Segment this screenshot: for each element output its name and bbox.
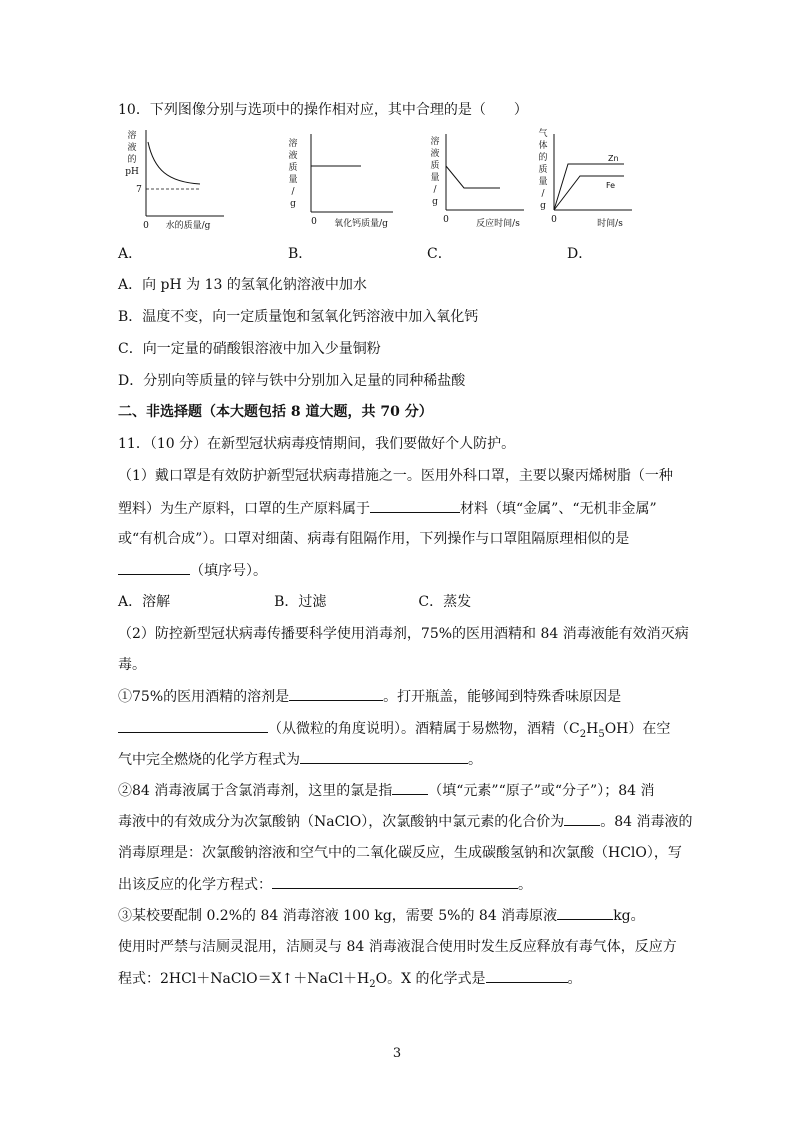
graph-b-ylabel: 质 — [288, 163, 298, 173]
graph-d-ylabel: 体 — [538, 141, 548, 151]
graph-a-origin: 0 — [143, 221, 149, 230]
q10-stem: 10．下列图像分别与选项中的操作相对应，其中合理的是（ ） — [118, 102, 528, 118]
text-segment: 。 — [468, 752, 482, 768]
q10-option-b: B．温度不变，向一定质量饱和氢氧化钙溶液中加入氧化钙 — [118, 309, 479, 325]
text-segment: （从微粒的角度说明）。酒精属于易燃物，酒精（C — [268, 721, 580, 737]
subscript: 5 — [598, 728, 605, 740]
q10-option-d: D．分别向等质量的锌与铁中分别加入足量的同种稀盐酸 — [118, 373, 466, 389]
graph-c — [424, 126, 532, 230]
graph-a-ylabel: pH — [125, 167, 139, 177]
graph-c-ylabel: 量 — [430, 173, 440, 183]
graph-d — [534, 126, 638, 230]
graph-c-ylabel: / — [433, 185, 437, 195]
text-segment: ②84 消毒液属于含氯消毒剂，这里的氯是指 — [118, 783, 393, 799]
answer-blank[interactable] — [557, 905, 613, 920]
text-segment: O。X 的化学式是 — [375, 971, 486, 987]
q11-p1-options — [118, 592, 471, 612]
q10-option-a: A．向 pH 为 13 的氢氧化钠溶液中加水 — [118, 277, 367, 293]
graph-b-xlabel: 氧化钙质量/g — [334, 219, 388, 229]
graph-b — [281, 126, 399, 230]
graph-b-ylabel: 液 — [288, 151, 298, 161]
graph-d-zn-label: Zn — [608, 154, 619, 163]
graph-d-ylabel: 的 — [538, 153, 548, 163]
graph-b-ylabel: g — [290, 199, 296, 209]
graph-a-ylabel: 的 — [127, 155, 137, 165]
graph-a-ylabel: 液 — [127, 143, 137, 153]
text-segment: 出该反应的化学方程式： — [118, 877, 272, 893]
graph-c-ylabel: 溶 — [430, 137, 440, 147]
text-segment: 。 — [518, 877, 532, 893]
page-number: 3 — [392, 1046, 402, 1061]
q11-p1-line3: 或“有机合成”）。口罩对细菌、病毒有阻隔作用，下列操作与口罩阻隔原理相似的是 — [118, 531, 630, 547]
graph-d-ylabel: 气 — [538, 129, 548, 139]
text-segment: ③某校要配制 0.2%的 84 消毒溶液 100 kg，需要 5%的 84 消毒原液 — [118, 908, 558, 924]
q11-head: 11．（10 分）在新型冠状病毒疫情期间，我们要做好个人防护。 — [118, 436, 516, 452]
text-segment: kg。 — [613, 908, 645, 924]
answer-blank[interactable] — [300, 749, 468, 764]
q11-s3-line1 — [118, 905, 645, 926]
graph-a-tick-7: 7 — [136, 185, 142, 195]
answer-blank[interactable] — [392, 780, 428, 795]
q11-s3-line3 — [118, 968, 582, 995]
answer-blank[interactable] — [564, 811, 600, 826]
q11-s1-line3 — [118, 749, 482, 770]
graph-b-ylabel: 量 — [288, 175, 298, 185]
graph-b-letter: B． — [288, 246, 313, 262]
q10-option-c: C．向一定量的硝酸银溶液中加入少量铜粉 — [118, 341, 381, 357]
text-segment: 。84 消毒液的 — [600, 814, 693, 830]
graph-c-origin: 0 — [443, 215, 449, 225]
graph-d-ylabel: / — [541, 189, 545, 199]
option-a: A．溶解 — [118, 594, 171, 610]
q11-s2-line4 — [118, 874, 532, 895]
q11-s2-line3: 消毒原理是：次氯酸钠溶液和空气中的二氧化碳反应，生成碳酸氢钠和次氯酸（HClO），写 — [118, 845, 682, 861]
graph-d-origin: 0 — [551, 215, 557, 225]
text-segment: （填序号）。 — [190, 563, 267, 579]
graph-b-ylabel: 溶 — [288, 139, 298, 149]
q11-s2-line2 — [118, 811, 693, 832]
subscript: 2 — [369, 978, 376, 990]
graph-c-ylabel: 质 — [430, 161, 440, 171]
graph-c-line — [446, 166, 500, 188]
q11-p1-line1: （1）戴口罩是有效防护新型冠状病毒措施之一。医用外科口罩，主要以聚丙烯树脂（一种 — [118, 468, 673, 484]
text-segment: 。 — [567, 971, 582, 987]
text-segment: OH）在空 — [604, 721, 671, 737]
answer-blank[interactable] — [370, 498, 460, 513]
graph-a-curve — [148, 142, 200, 184]
graph-c-ylabel: 液 — [430, 149, 440, 159]
q11-s2-line1 — [118, 780, 654, 801]
option-b: B．过滤 — [274, 594, 327, 610]
text-segment: 塑料）为生产原料，口罩的生产原料属于 — [118, 501, 370, 517]
text-segment: （填“元素”“原子”或“分子”）；84 消 — [428, 783, 655, 799]
section-heading: 二、非选择题（本大题包括 8 道大题，共 70 分） — [118, 404, 433, 420]
text-segment: 毒液中的有效成分为次氯酸钠（NaClO），次氯酸钠中氯元素的化合价为 — [118, 814, 565, 830]
text-segment: ①75%的医用酒精的溶剂是 — [118, 689, 290, 705]
graph-a — [118, 126, 230, 230]
q11-p1-line2 — [118, 498, 657, 519]
subscript: 2 — [579, 728, 587, 740]
graph-d-xlabel: 时间/s — [597, 219, 623, 229]
q11-s3-line2: 使用时严禁与洁厕灵混用，洁厕灵与 84 消毒液混合使用时发生反应释放有毒气体，反应方 — [118, 939, 677, 955]
answer-blank[interactable] — [118, 718, 268, 733]
graph-a-xlabel: 水的质量/g — [165, 221, 211, 230]
answer-blank[interactable] — [289, 686, 383, 701]
text-segment: 程式：2HCl＋NaClO＝X↑＋NaCl＋H — [118, 971, 370, 987]
text-segment: 材料（填“金属”、“无机非金属” — [460, 501, 657, 517]
graph-d-ylabel: 质 — [538, 165, 548, 175]
text-segment: 气中完全燃烧的化学方程式为 — [118, 752, 300, 768]
option-c: C．蒸发 — [418, 594, 472, 610]
graph-c-ylabel: g — [432, 197, 438, 207]
answer-blank[interactable] — [272, 874, 518, 889]
text-segment: 。打开瓶盖，能够闻到特殊香味原因是 — [383, 689, 622, 705]
graph-d-ylabel: 量 — [538, 177, 548, 187]
q11-p1-line4 — [118, 560, 267, 581]
graph-d-fe-label: Fe — [606, 181, 616, 190]
graph-d-letter: D． — [567, 246, 593, 262]
answer-blank[interactable] — [486, 968, 568, 983]
graph-b-ylabel: / — [291, 187, 295, 197]
q11-s1-line2 — [118, 718, 670, 745]
graph-b-origin: 0 — [311, 217, 317, 227]
graph-d-ylabel: g — [540, 201, 546, 211]
text-segment: H — [586, 721, 599, 737]
graph-c-xlabel: 反应时间/s — [476, 219, 520, 229]
answer-blank[interactable] — [118, 560, 190, 575]
graph-a-ylabel: 溶 — [127, 131, 137, 141]
graph-a-letter: A． — [118, 246, 143, 262]
graph-c-letter: C． — [427, 246, 452, 262]
q11-p2-line2: 毒。 — [118, 657, 146, 673]
q11-s1-line1 — [118, 686, 621, 707]
q11-p2-line1: （2）防控新型冠状病毒传播要科学使用消毒剂，75%的医用酒精和 84 消毒液能有效消灭病 — [118, 626, 689, 642]
